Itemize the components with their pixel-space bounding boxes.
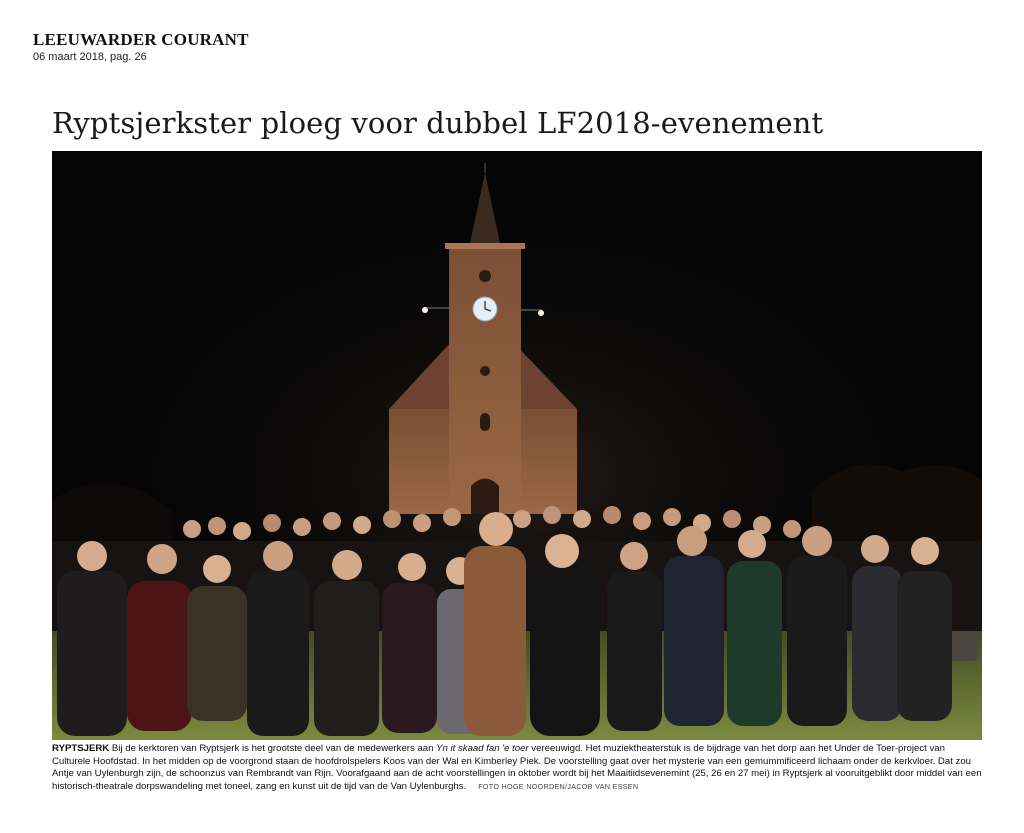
- caption-play-title: Yn it skaad fan 'e toer: [436, 743, 529, 754]
- caption-text-2: vereeuwigd. Het muziektheaterstuk is de bijdrage van het dorp aan het Under de Toer-project van Culturele Hoofdstad. In het midden op de voorgrond staan de hoofdrolspelers Koos van der Wal en Kimberley Piek. De voorstelling gaat over het mysterie van een gemummificeerd lichaam onder de kerkvloer. Dat zou Antje van Uylenburgh zijn, de schoonzus van Rembrandt van Rijn. Voorafgaand aan de acht voorstellingen in oktober wordt bij het Maaitiidsevenemint (25, 26 en 27 mei) in Ryptsjerk al vooruitgeblikt door middel van een historisch-theatrale dorpswandeling met toneel, zang en kunst uit de tijd van de Van Uylenburghs.: [52, 743, 982, 792]
- lead-actress: [530, 561, 600, 736]
- article-photo: [52, 151, 982, 740]
- photo-caption: [52, 743, 982, 793]
- lead-actor: [464, 546, 526, 736]
- publication-date: 06 maart 2018, pag. 26: [33, 51, 147, 63]
- article-headline: Ryptsjerkster ploeg voor dubbel LF2018-evenement: [52, 106, 824, 140]
- caption-place: RYPTSJERK: [52, 743, 110, 754]
- masthead: LEEUWARDER COURANT: [33, 30, 249, 49]
- church-door: [471, 479, 499, 515]
- lamp-right: [538, 310, 544, 316]
- photo-credit: FOTO HOGE NOORDEN/JACOB VAN ESSEN: [478, 781, 639, 791]
- caption-text-1: Bij de kerktoren van Ryptsjerk is het grootste deel van de medewerkers aan: [109, 743, 437, 754]
- church-photo-illustration: [52, 151, 982, 740]
- church-tower: [449, 243, 521, 514]
- lamp-left: [422, 307, 428, 313]
